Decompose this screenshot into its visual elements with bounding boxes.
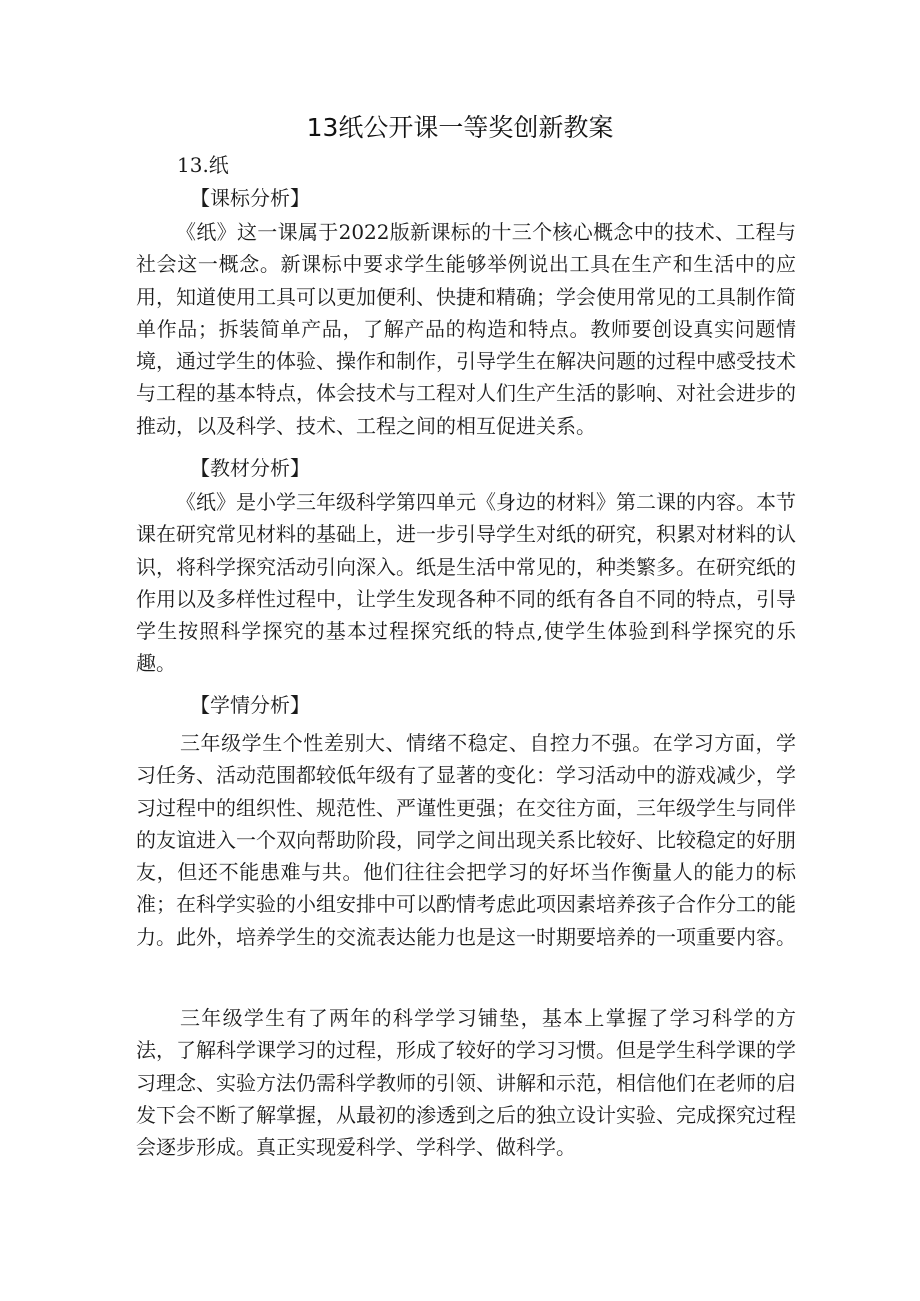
paragraph-curriculum: 《纸》这一课属于2022版新课标的十三个核心概念中的技术、工程与社会这一概念。新课标中要求学生能够举例说出工具在生产和生活中的应用，知道使用工具可以更加便利、快捷和精确；学会使用常见的工具制作简单作品；拆装简单产品，了解产品的构造和特点。教师要创设真实问题情境，通过学生的体验、操作和制作，引导学生在解决问题的过程中感受技术与工程的基本特点，体会技术与工程对人们生产生活的影响、对社会进步的推动，以及科学、技术、工程之间的相互促进关系。 (136, 220, 796, 438)
page-title: 13纸公开课一等奖创新教案 (306, 113, 614, 142)
section-heading-curriculum: 【课标分析】 (190, 186, 310, 210)
section-heading-learner: 【学情分析】 (190, 693, 310, 717)
paragraph-learner-2: 三年级学生有了两年的科学学习铺垫，基本上掌握了学习科学的方法，了解科学课学习的过程，形成了较好的学习习惯。但是学生科学课的学习理念、实验方法仍需科学教师的引领、讲解和示范，相信他们在老师的启发下会不断了解掌握，从最初的渗透到之后的独立设计实验、完成探究过程会逐步形成。真正实现爱科学、学科学、做科学。 (136, 1006, 796, 1160)
paragraph-learner-1: 三年级学生个性差别大、情绪不稳定、自控力不强。在学习方面，学习任务、活动范围都较低年级有了显著的变化：学习活动中的游戏减少，学习过程中的组织性、规范性、严谨性更强；在交往方面，三年级学生与同伴的友谊进入一个双向帮助阶段，同学之间出现关系比较好、比较稳定的好朋友，但还不能患难与共。他们往往会把学习的好坏当作衡量人的能力的标准；在科学实验的小组安排中可以酌情考虑此项因素培养孩子合作分工的能力。此外，培养学生的交流表达能力也是这一时期要培养的一项重要内容。 (136, 731, 796, 949)
section-heading-textbook: 【教材分析】 (190, 456, 310, 480)
paragraph-textbook: 《纸》是小学三年级科学第四单元《身边的材料》第二课的内容。本节课在研究常见材料的基础上，进一步引导学生对纸的研究，积累对材料的认识，将科学探究活动引向深入。纸是生活中常见的，种类繁多。在研究纸的作用以及多样性过程中，让学生发现各种不同的纸有各自不同的特点，引导学生按照科学探究的基本过程探究纸的特点,使学生体验到科学探究的乐趣。 (136, 490, 796, 676)
lesson-heading: 13.纸 (177, 153, 229, 177)
